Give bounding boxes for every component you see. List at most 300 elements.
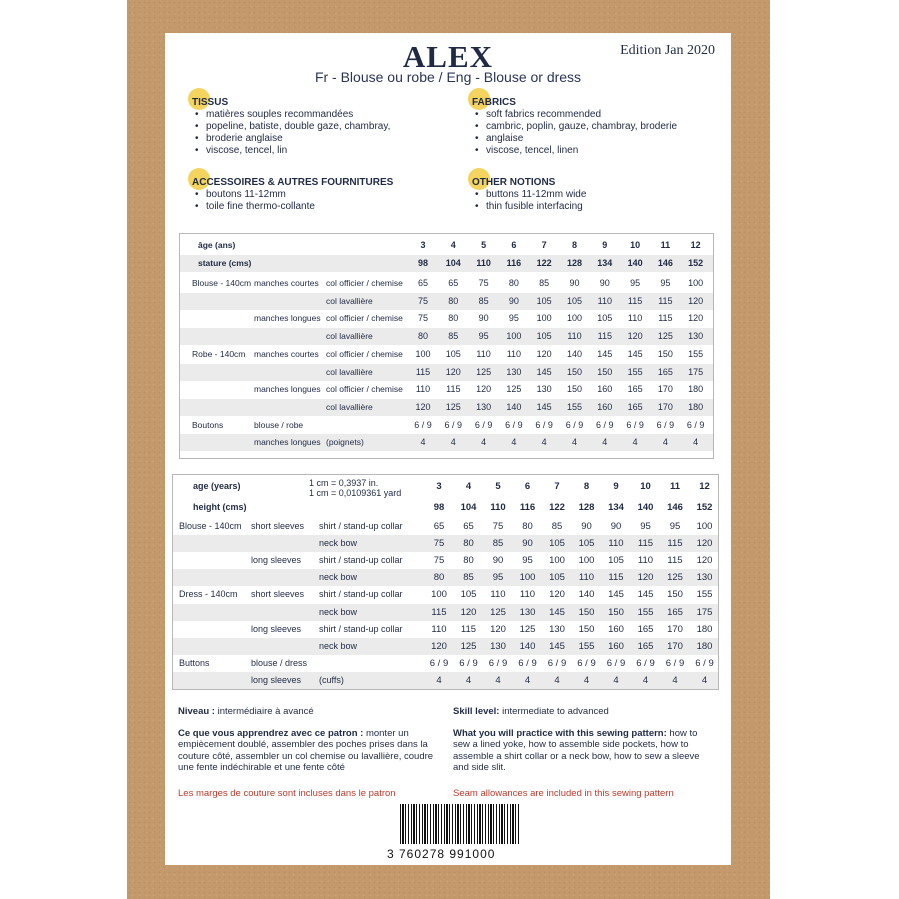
row-label-collar: col officier / chemise [326, 348, 403, 359]
value-cell: 180 [696, 623, 713, 635]
age-cell: 11 [660, 240, 671, 250]
item-list [192, 189, 452, 213]
list-item: • thin fusible interfacing [486, 201, 712, 213]
value-cell: 110 [490, 589, 506, 601]
value-cell: 100 [415, 348, 431, 359]
value-cell: 120 [696, 538, 713, 550]
value-cell: 160 [597, 384, 613, 395]
table-row [180, 364, 713, 381]
value-cell: 125 [460, 640, 477, 652]
height-cell: 134 [597, 258, 613, 268]
height-cell: 116 [506, 258, 522, 268]
value-cell: 125 [445, 401, 461, 412]
value-cell: 145 [597, 348, 613, 359]
value-cell: 150 [608, 606, 624, 618]
section-accessoires [192, 177, 452, 213]
value-cell: 6 / 9 [606, 657, 626, 669]
value-cell: 165 [627, 401, 643, 412]
header-row-height [173, 499, 718, 516]
learn-value: how to sew a lined yoke, how to assemble side pockets, how to assemble a shirt collar or a neck bow, how to sew a sleeve and side slit. [453, 727, 700, 773]
value-cell: 4 [602, 437, 608, 448]
value-cell: 4 [450, 437, 456, 448]
value-cell: 4 [465, 674, 472, 686]
row-label-sleeve: manches longues [254, 313, 321, 324]
row-label-collar: col lavallière [326, 366, 373, 377]
height-cell: 152 [696, 502, 713, 513]
learn-value: monter un empiècement doublé, assembler des poches prises dans la couture côté, assembler un col chemise ou lavallière, coudre une fente indéchirable et une fente côté [178, 727, 434, 773]
unit-conversion [309, 478, 401, 498]
level-label: Niveau : [178, 706, 215, 717]
notes-fr [178, 706, 440, 799]
row-label-collar: neck bow [319, 640, 358, 651]
age-cell: 12 [690, 240, 701, 250]
height-cell: 140 [627, 258, 643, 268]
value-cell: 105 [445, 348, 461, 359]
value-cell: 120 [549, 589, 565, 601]
height-cell: 122 [549, 502, 565, 513]
value-cell: 80 [508, 278, 519, 288]
value-cell: 110 [476, 348, 491, 359]
value-cell: 180 [696, 640, 713, 652]
age-cell: 6 [524, 481, 531, 492]
value-cell: 95 [492, 572, 504, 584]
value-cell: 110 [578, 572, 595, 584]
seam-note: Seam allowances are included in this sewing pattern [453, 787, 674, 799]
value-cell: 145 [549, 606, 565, 618]
table-row [173, 569, 718, 586]
section-heading: FABRICS [472, 97, 516, 108]
value-cell: 110 [415, 384, 431, 395]
value-cell: 4 [662, 437, 668, 448]
value-cell: 150 [578, 606, 595, 618]
value-cell: 110 [567, 331, 582, 342]
age-cell: 9 [613, 481, 619, 492]
value-cell: 150 [597, 366, 613, 377]
value-cell: 90 [508, 295, 519, 306]
value-cell: 140 [578, 589, 595, 601]
value-cell: 145 [608, 589, 624, 601]
value-cell: 6 / 9 [547, 657, 567, 669]
edition-label: Edition Jan 2020 [620, 43, 715, 58]
item-list [472, 109, 712, 157]
height-label: height (cms) [193, 502, 247, 512]
row-label-sleeve: blouse / robe [254, 419, 304, 430]
value-cell: 65 [417, 278, 428, 288]
table-row [180, 293, 713, 310]
row-label-collar: shirt / stand-up collar [319, 623, 403, 634]
height-cell: 128 [578, 502, 595, 513]
row-label-sleeve: short sleeves [251, 589, 305, 600]
value-cell: 95 [522, 555, 533, 567]
age-cell: 3 [420, 240, 426, 250]
height-cell: 116 [519, 502, 536, 513]
age-cell: 5 [495, 481, 501, 492]
value-cell: 105 [549, 538, 565, 550]
value-cell: 6 / 9 [459, 657, 478, 669]
value-cell: 115 [658, 313, 673, 324]
row-label-sleeve: manches courtes [254, 278, 319, 288]
table-row [180, 381, 713, 398]
barcode-image [400, 804, 520, 844]
value-cell: 130 [506, 366, 522, 377]
value-cell: 120 [627, 331, 643, 342]
value-cell: 125 [519, 623, 536, 635]
conversion-line: 1 cm = 0,3937 in. [309, 478, 379, 488]
row-label-sleeve: short sleeves [251, 521, 305, 531]
value-cell: 130 [476, 401, 492, 412]
level-value: intermediate to advanced [499, 706, 609, 717]
value-cell: 125 [476, 366, 492, 377]
value-cell: 140 [519, 640, 536, 652]
table-row [180, 434, 713, 451]
value-cell: 90 [599, 278, 610, 288]
size-table-fr [179, 233, 714, 459]
row-label-collar: shirt / stand-up collar [319, 589, 403, 600]
value-cell: 130 [490, 640, 506, 652]
item-list [192, 109, 432, 157]
value-cell: 75 [478, 278, 489, 288]
table-row [173, 672, 718, 689]
table-row [173, 655, 718, 672]
height-cell: 98 [433, 502, 445, 513]
value-cell: 105 [460, 589, 477, 601]
height-cell: 140 [637, 502, 654, 513]
section-other-notions [472, 177, 712, 213]
section-heading: ACCESSOIRES & AUTRES FOURNITURES [192, 177, 394, 188]
value-cell: 115 [431, 606, 447, 618]
value-cell: 80 [433, 572, 445, 584]
row-label-garment: Robe - 140cm [192, 348, 246, 359]
value-cell: 110 [597, 295, 612, 306]
table-row [173, 604, 718, 621]
value-cell: 165 [637, 640, 654, 652]
value-cell: 75 [417, 313, 428, 324]
row-label-collar: col lavallière [326, 295, 373, 306]
row-label-garment: Blouse - 140cm [192, 278, 252, 288]
value-cell: 130 [536, 384, 552, 395]
height-cell: 110 [476, 258, 491, 268]
value-cell: 115 [637, 538, 654, 550]
age-label: âge (ans) [198, 240, 236, 250]
learn-label: Ce que vous apprendrez avec ce patron : [178, 727, 364, 739]
list-item: • anglaise [486, 133, 712, 145]
value-cell: 155 [627, 366, 643, 377]
value-cell: 4 [672, 674, 678, 686]
value-cell: 6 / 9 [565, 419, 584, 430]
age-cell: 6 [511, 240, 517, 250]
age-label: age (years) [193, 481, 241, 491]
section-tissus [192, 97, 432, 157]
value-cell: 100 [549, 555, 565, 567]
value-cell: 80 [417, 331, 428, 342]
value-cell: 85 [463, 572, 474, 584]
list-item: • boutons 11-12mm [206, 189, 452, 201]
value-cell: 90 [610, 521, 622, 532]
value-cell: 105 [566, 295, 583, 306]
age-cell: 8 [571, 240, 577, 250]
value-cell: 155 [696, 589, 713, 601]
value-cell: 80 [522, 521, 533, 532]
value-cell: 4 [481, 437, 487, 448]
value-cell: 85 [539, 278, 550, 288]
value-cell: 80 [448, 295, 459, 306]
value-cell: 105 [597, 313, 613, 324]
value-cell: 115 [446, 384, 461, 395]
value-cell: 115 [658, 295, 673, 306]
value-cell: 100 [431, 589, 447, 601]
value-cell: 155 [566, 401, 583, 412]
value-cell: 105 [536, 331, 552, 342]
value-cell: 4 [420, 437, 426, 448]
age-cell: 7 [541, 240, 547, 250]
age-cell: 10 [640, 481, 651, 492]
row-label-sleeve: manches longues [254, 437, 321, 448]
value-cell: 155 [637, 606, 654, 618]
value-cell: 120 [476, 384, 492, 395]
list-item: • soft fabrics recommended [486, 109, 712, 121]
value-cell: 150 [578, 623, 595, 635]
value-cell: 115 [460, 623, 477, 635]
value-cell: 110 [506, 348, 522, 359]
value-cell: 4 [583, 674, 590, 686]
table-row [180, 310, 713, 327]
value-cell: 6 / 9 [505, 419, 523, 430]
size-table-en [172, 474, 719, 690]
value-cell: 180 [688, 384, 704, 395]
value-cell: 6 / 9 [414, 419, 432, 430]
value-cell: 6 / 9 [518, 657, 537, 669]
age-cell: 8 [583, 481, 590, 492]
value-cell: 155 [578, 640, 595, 652]
value-cell: 170 [667, 623, 683, 635]
notes-en [453, 706, 715, 799]
list-item: • viscose, tencel, linen [486, 145, 712, 157]
age-cell: 4 [465, 481, 472, 492]
value-cell: 85 [448, 331, 459, 342]
row-label-collar: (poignets) [326, 437, 364, 448]
value-cell: 4 [701, 674, 708, 686]
row-label-collar: col officier / chemise [326, 278, 403, 288]
value-cell: 110 [431, 623, 447, 635]
value-cell: 90 [522, 538, 533, 550]
header-row-height [180, 255, 713, 272]
age-cell: 7 [554, 481, 560, 492]
value-cell: 4 [511, 437, 517, 448]
value-cell: 6 / 9 [488, 657, 508, 669]
value-cell: 115 [667, 538, 683, 550]
value-cell: 170 [667, 640, 683, 652]
value-cell: 160 [597, 401, 613, 412]
list-item: • broderie anglaise [206, 133, 432, 145]
row-label-sleeve: manches courtes [254, 348, 319, 359]
value-cell: 120 [688, 295, 704, 306]
value-cell: 115 [627, 295, 643, 306]
value-cell: 90 [478, 313, 489, 324]
value-cell: 120 [696, 555, 713, 567]
value-cell: 125 [506, 384, 522, 395]
value-cell: 130 [519, 606, 536, 618]
value-cell: 4 [571, 437, 577, 448]
row-label-garment: Dress - 140cm [179, 589, 238, 600]
value-cell: 90 [569, 278, 580, 288]
height-cell: 146 [657, 258, 673, 268]
value-cell: 100 [519, 572, 536, 584]
value-cell: 80 [448, 313, 459, 324]
value-cell: 105 [536, 295, 552, 306]
value-cell: 130 [549, 623, 565, 635]
value-cell: 4 [613, 674, 619, 686]
value-cell: 4 [642, 674, 649, 686]
value-cell: 65 [448, 278, 459, 288]
value-cell: 95 [508, 313, 519, 324]
learn-label: What you will practice with this sewing pattern: [453, 727, 667, 739]
value-cell: 130 [688, 331, 704, 342]
value-cell: 100 [536, 313, 552, 324]
header-row-age [173, 478, 718, 495]
value-cell: 120 [637, 572, 654, 584]
value-cell: 165 [627, 384, 643, 395]
value-cell: 145 [536, 401, 552, 412]
value-cell: 75 [417, 295, 428, 306]
row-label-collar: neck bow [319, 572, 358, 583]
list-item: • cambric, poplin, gauze, chambray, broderie [486, 121, 712, 133]
value-cell: 170 [657, 401, 673, 412]
value-cell: 6 / 9 [686, 419, 705, 430]
section-heading: OTHER NOTIONS [472, 177, 556, 188]
row-label-collar: col lavallière [326, 401, 373, 412]
table-row [180, 275, 713, 292]
value-cell: 90 [492, 555, 504, 567]
header-row-age [180, 237, 713, 254]
value-cell: 4 [554, 674, 560, 686]
section-fabrics [472, 97, 712, 157]
height-cell: 122 [536, 258, 552, 268]
value-cell: 125 [657, 331, 673, 342]
value-cell: 100 [506, 331, 522, 342]
value-cell: 125 [490, 606, 506, 618]
value-cell: 165 [657, 366, 673, 377]
page-subtitle: Fr - Blouse ou robe / Eng - Blouse or dress [314, 69, 582, 85]
row-label-collar: col officier / chemise [326, 313, 403, 324]
level-value: intermédiaire à avancé [214, 706, 314, 717]
value-cell: 110 [637, 555, 654, 567]
table-row [173, 586, 718, 603]
value-cell: 85 [478, 295, 489, 306]
value-cell: 4 [524, 674, 531, 686]
age-cell: 11 [669, 481, 681, 492]
row-label-collar: neck bow [319, 538, 358, 549]
row-label-collar: col lavallière [326, 331, 373, 342]
value-cell: 145 [536, 366, 552, 377]
value-cell: 170 [657, 384, 673, 395]
table-row [180, 346, 713, 363]
value-cell: 120 [415, 401, 431, 412]
value-cell: 4 [632, 437, 638, 448]
page-title: ALEX [402, 39, 494, 74]
value-cell: 75 [492, 521, 504, 532]
age-cell: 9 [602, 240, 608, 250]
value-cell: 100 [578, 555, 595, 567]
table-row [173, 518, 718, 535]
table-row [173, 535, 718, 552]
value-cell: 125 [667, 572, 683, 584]
row-label-sleeve: long sleeves [251, 674, 302, 685]
value-cell: 160 [608, 640, 624, 652]
value-cell: 150 [657, 348, 673, 359]
value-cell: 130 [696, 572, 713, 584]
height-cell: 104 [460, 502, 477, 513]
value-cell: 120 [536, 348, 552, 359]
list-item: • buttons 11-12mm wide [486, 189, 712, 201]
height-cell: 134 [608, 502, 624, 513]
value-cell: 145 [549, 640, 565, 652]
value-cell: 100 [566, 313, 583, 324]
section-heading: TISSUS [192, 97, 229, 108]
value-cell: 6 / 9 [695, 657, 714, 669]
value-cell: 155 [688, 348, 704, 359]
value-cell: 95 [660, 278, 671, 288]
value-cell: 140 [566, 348, 583, 359]
height-cell: 128 [566, 258, 583, 268]
value-cell: 115 [667, 555, 683, 567]
table-row [173, 552, 718, 569]
value-cell: 120 [688, 313, 704, 324]
list-item: • viscose, tencel, lin [206, 145, 432, 157]
value-cell: 175 [696, 606, 713, 618]
pattern-label-sheet [165, 33, 731, 865]
row-label-sleeve: blouse / dress [251, 657, 308, 668]
age-cell: 4 [450, 240, 456, 250]
table-row [180, 399, 713, 416]
value-cell: 110 [608, 538, 624, 550]
value-cell: 6 / 9 [474, 419, 493, 430]
value-cell: 120 [490, 623, 506, 635]
value-cell: 95 [640, 521, 651, 532]
height-cell: 152 [688, 258, 704, 268]
value-cell: 160 [608, 623, 624, 635]
age-cell: 3 [436, 481, 442, 492]
value-cell: 6 / 9 [665, 657, 685, 669]
level-label: Skill level: [453, 706, 500, 717]
row-label-sleeve: manches longues [254, 384, 321, 395]
value-cell: 6 / 9 [656, 419, 675, 430]
value-cell: 65 [433, 521, 445, 532]
value-cell: 140 [506, 401, 522, 412]
value-cell: 150 [566, 366, 583, 377]
age-cell: 10 [630, 240, 641, 250]
row-label-collar: shirt / stand-up collar [319, 555, 403, 566]
value-cell: 6 / 9 [626, 419, 644, 430]
row-label-garment: Buttons [179, 657, 210, 668]
value-cell: 180 [688, 401, 704, 412]
row-label-collar: (cuffs) [319, 674, 344, 685]
row-label-collar: neck bow [319, 606, 358, 617]
value-cell: 4 [541, 437, 547, 448]
height-cell: 98 [417, 258, 428, 268]
value-cell: 150 [566, 384, 583, 395]
value-cell: 4 [693, 437, 699, 448]
age-cell: 5 [481, 240, 487, 250]
value-cell: 175 [688, 366, 704, 377]
value-cell: 110 [627, 313, 643, 324]
barcode-number: 3 760278 991000 [387, 847, 496, 861]
conversion-line: 1 cm = 0,0109361 yard [309, 488, 402, 498]
row-label-garment: Blouse - 140cm [179, 521, 242, 531]
value-cell: 120 [431, 640, 447, 652]
value-cell: 100 [696, 521, 713, 532]
row-label-collar: shirt / stand-up collar [319, 521, 403, 531]
value-cell: 165 [637, 623, 654, 635]
